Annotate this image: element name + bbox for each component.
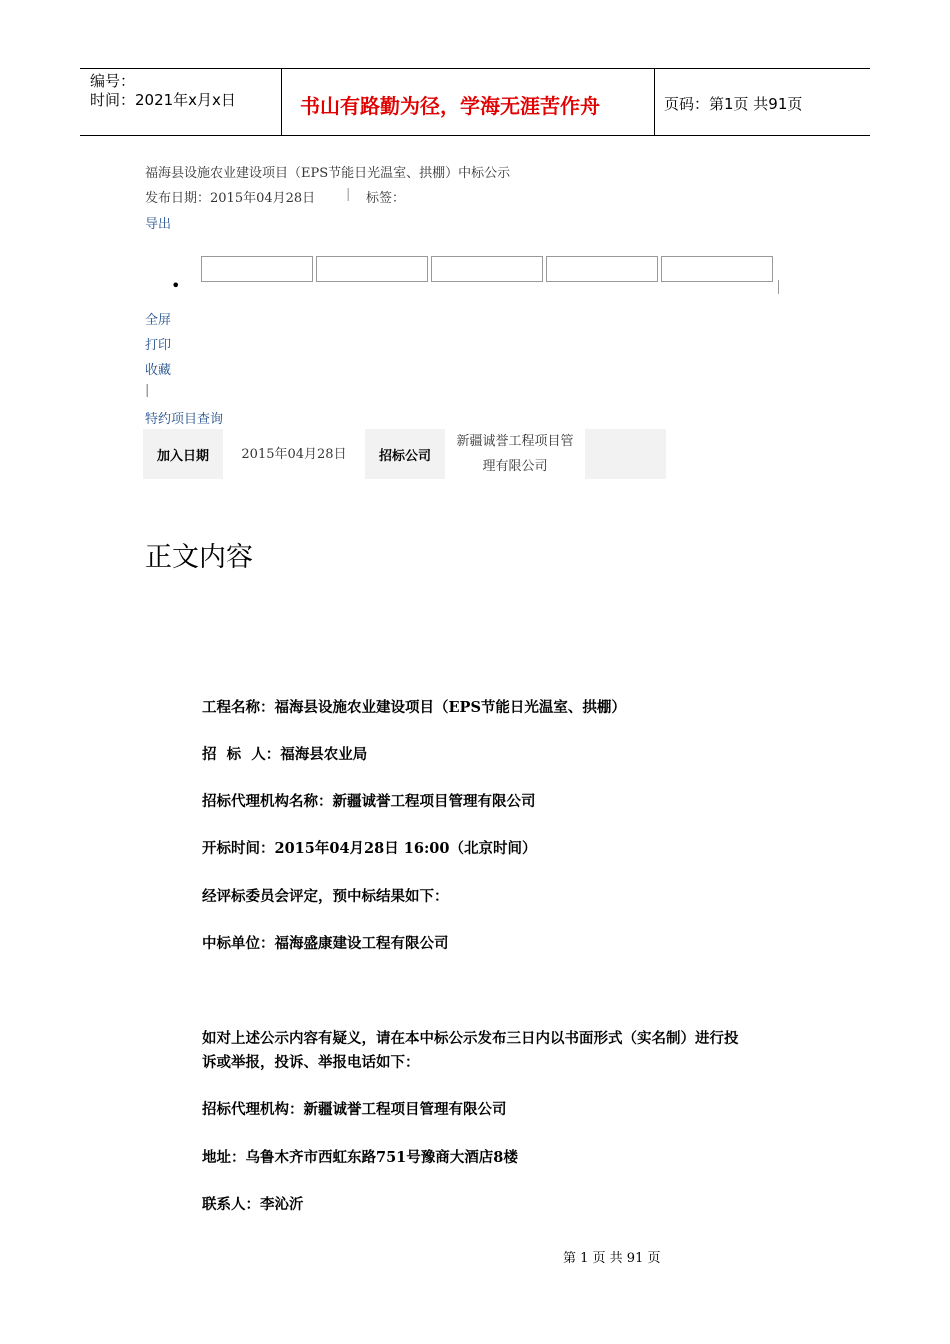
winning-bidder-line: 中标单位：福海盛康建设工程有限公司 — [202, 935, 449, 952]
toolbar-slot-5[interactable] — [661, 256, 773, 282]
link-pipe: | — [145, 383, 150, 398]
toolbar-slot-2[interactable] — [316, 256, 428, 282]
favorite-link[interactable]: 收藏 — [145, 363, 172, 378]
content-heading: 正文内容 — [145, 542, 253, 573]
print-link[interactable]: 打印 — [145, 338, 172, 353]
header-divider-right — [654, 68, 655, 136]
bullet-marker: • — [171, 276, 181, 295]
agency-line: 招标代理机构：新疆诚誉工程项目管理有限公司 — [202, 1101, 507, 1118]
time-label: 时间：2021年x月x日 — [90, 91, 236, 109]
toolbar-end-divider — [778, 280, 779, 294]
number-label: 编号： — [90, 72, 136, 90]
join-date-value: 2015年04月28日 — [241, 446, 347, 462]
toolbar-slot-4[interactable] — [546, 256, 658, 282]
header-motto: 书山有路勤为径，学海无涯苦作舟 — [300, 94, 600, 118]
meta-separator: | — [346, 187, 351, 202]
info-empty-cell — [585, 429, 666, 479]
publish-date: 发布日期：2015年04月28日 — [145, 191, 316, 206]
header-page-code: 页码：第1页 共91页 — [664, 95, 803, 113]
toolbar-slot-3[interactable] — [431, 256, 543, 282]
objection-line-1: 如对上述公示内容有疑义，请在本中标公示发布三日内以书面形式（实名制）进行投 — [202, 1030, 739, 1047]
join-date-label: 加入日期 — [143, 429, 223, 479]
project-name-line: 工程名称：福海县设施农业建设项目（EPS节能日光温室、拱棚） — [202, 699, 626, 716]
fullscreen-link[interactable]: 全屏 — [145, 313, 172, 328]
article-title: 福海县设施农业建设项目（EPS节能日光温室、拱棚）中标公示 — [145, 166, 511, 181]
opening-time-line: 开标时间：2015年04月28日 16:00（北京时间） — [202, 840, 537, 857]
objection-line-2: 诉或举报，投诉、举报电话如下： — [202, 1054, 420, 1071]
tags-label: 标签： — [366, 191, 406, 206]
tenderer-line: 招 标 人：福海县农业局 — [202, 746, 368, 763]
bid-company-label: 招标公司 — [365, 429, 445, 479]
toolbar-slot-1[interactable] — [201, 256, 313, 282]
header-bottom-rule — [80, 135, 870, 136]
header-divider-left — [281, 68, 282, 136]
address-line: 地址：乌鲁木齐市西虹东路751号豫商大酒店8楼 — [202, 1149, 518, 1166]
special-query-link[interactable]: 特约项目查询 — [145, 412, 224, 427]
export-link[interactable]: 导出 — [145, 217, 172, 232]
bid-company-value-line2: 理有限公司 — [482, 459, 548, 474]
contact-line: 联系人：李沁沂 — [202, 1196, 304, 1213]
page-footer: 第 1 页 共 91 页 — [563, 1251, 661, 1266]
agency-name-line: 招标代理机构名称：新疆诚誉工程项目管理有限公司 — [202, 793, 536, 810]
bid-company-value-line1: 新疆诚誉工程项目管 — [456, 434, 574, 449]
header-top-rule — [80, 68, 870, 69]
evaluation-line: 经评标委员会评定，预中标结果如下： — [202, 888, 449, 905]
bid-company-value — [445, 429, 585, 479]
